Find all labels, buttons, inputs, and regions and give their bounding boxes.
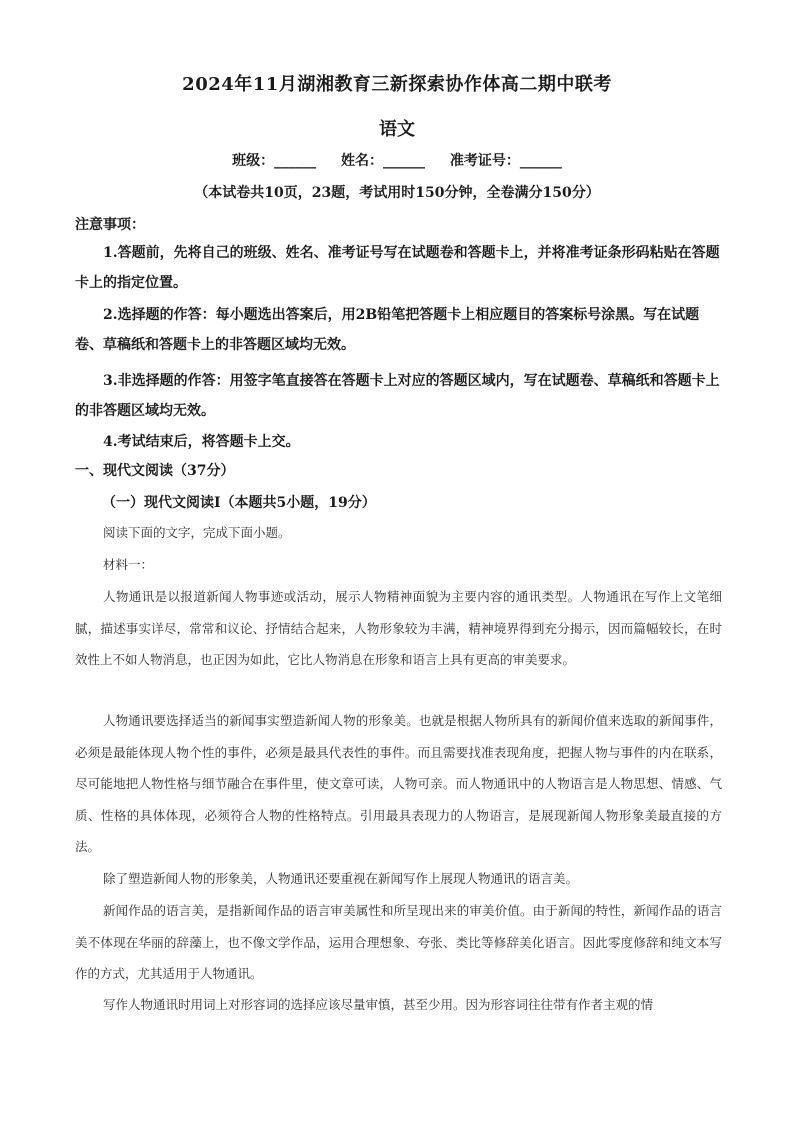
passage-paragraph-1: 人物通讯是以报道新闻人物事迹或活动，展示人物精神面貌为主要内容的通讯类型。人物通讯在写作上文笔细腻，描述事实详尽，常常和议论、抒情结合起来，人物形象较为丰满，精神境界得到充分揭示，因而篇幅较长，在时效性上不如人物消息，也正因为如此，它比人物消息在形象和语言上具有更高的审美要求。 <box>75 590 722 667</box>
reading-prompt: 阅读下面的文字，完成下面小题。 <box>103 526 291 540</box>
class-field: 班级：______ <box>232 153 317 169</box>
passage-paragraph-5: 写作人物通讯时用词上对形容词的选择应该尽量审慎，甚至少用。因为形容词往往带有作者主观的情 <box>103 998 654 1012</box>
instruction-item-1: 1.答题前，先将自己的班级、姓名、准考证号写在试题卷和答题卡上，并将准考证条形码粘贴在答题卡上的指定位置。 <box>75 245 720 291</box>
exam-title: 2024年11月湖湘教育三新探索协作体高二期中联考 <box>182 74 612 95</box>
instruction-item-4: 4.考试结束后，将答题卡上交。 <box>103 434 300 450</box>
name-field: 姓名：______ <box>341 153 425 169</box>
exam-number-field: 准考证号：______ <box>449 153 562 169</box>
subject-title: 语文 <box>379 119 415 140</box>
exam-note: （本试卷共10页，23题，考试用时150分钟，全卷满分150分） <box>194 185 600 201</box>
passage-paragraph-4: 新闻作品的语言美，是指新闻作品的语言审美属性和所呈现出来的审美价值。由于新闻的特性，新闻作品的语言美不体现在华丽的辞藻上，也不像文学作品，运用合理想象、夸张、类比等修辞美化语言。因此零度修辞和纯文本写作的方式，尤其适用于人物通讯。 <box>75 904 722 981</box>
passage-paragraph-2: 人物通讯要选择适当的新闻事实塑造新闻人物的形象美。也就是根据人物所具有的新闻价值来选取的新闻事件，必须是最能体现人物个性的事件，必须是最具代表性的事件。而且需要找准表现角度，把握人物与事件的内在联系，尽可能地把人物性格与细节融合在事件里，使文章可读，人物可亲。而人物通讯中的人物语言是人物思想、情感、气质、性格的具体体现，必须符合人物的性格特点。引用最具表现力的人物语言，是展现新闻人物形象美最直接的方法。 <box>75 714 722 854</box>
instructions-heading: 注意事项： <box>75 217 145 233</box>
instruction-item-2: 2.选择题的作答：每小题选出答案后，用2B铅笔把答题卡上相应题目的答案标号涂黑。写在试题卷、草稿纸和答题卡上的非答题区域均无效。 <box>75 307 700 353</box>
material-label: 材料一： <box>103 558 154 572</box>
student-info-fields <box>0 150 794 170</box>
section-heading: 一、现代文阅读（37分） <box>75 463 235 479</box>
instruction-item-3: 3.非选择题的作答：用签字笔直接答在答题卡上对应的答题区域内，写在试题卷、草稿纸和答题卡上的非答题区域均无效。 <box>75 373 720 419</box>
passage-paragraph-3: 除了塑造新闻人物的形象美，人物通讯还要重视在新闻写作上展现人物通讯的语言美。 <box>103 872 579 886</box>
subsection-heading: （一）现代文阅读Ⅰ（本题共5小题，19分） <box>102 495 376 511</box>
